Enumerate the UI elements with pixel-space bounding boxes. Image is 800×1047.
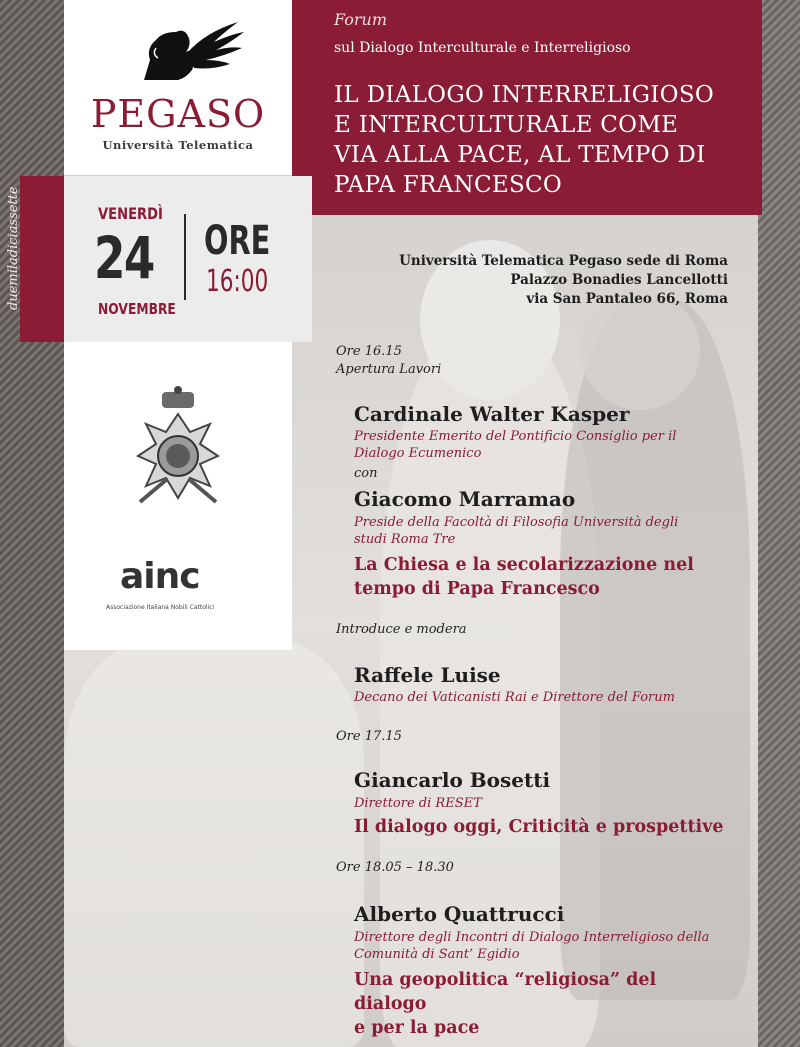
speaker-role [354, 514, 714, 548]
order-crest-icon [126, 384, 230, 514]
program-time: Ore 18.05 – 18.30 [336, 860, 454, 875]
program-time: Ore 16.15 [336, 344, 402, 359]
speaker-role [354, 929, 714, 963]
role-line: Preside della Facoltà di Filosofia Università degli [354, 515, 679, 530]
decorative-stripe-right [758, 0, 800, 1047]
role-line: Dialogo Ecumenico [354, 446, 482, 461]
ainc-logo-text: ainc [120, 556, 200, 597]
talk-line: La Chiesa e la secolarizzazione nel [354, 555, 694, 575]
title-line: VIA ALLA PACE, AL TEMPO DI [334, 142, 706, 168]
speaker-role [354, 428, 714, 462]
venue-line: Palazzo Bonadies Lancellotti [510, 272, 728, 288]
speaker-name: Giancarlo Bosetti [354, 768, 551, 792]
title-line: E INTERCULTURALE COME [334, 112, 679, 138]
title-line: PAPA FRANCESCO [334, 172, 563, 198]
weekday: VENERDÌ [98, 204, 163, 223]
day-number: 24 [94, 224, 154, 292]
pegasus-horse-icon [136, 18, 248, 88]
role-line: studi Roma Tre [354, 532, 456, 547]
talk-title [354, 968, 734, 1040]
brand-subtitle: Università Telematica [102, 138, 254, 152]
moderator-label: Introduce e modera [336, 622, 467, 637]
talk-line: tempo di Papa Francesco [354, 579, 600, 599]
start-time: 16:00 [206, 264, 269, 299]
year-strip [20, 176, 64, 342]
venue-line: via San Pantaleo 66, Roma [526, 291, 728, 307]
forum-subtitle: sul Dialogo Interculturale e Interreligioso [334, 40, 631, 56]
ore-label: ORE [204, 218, 271, 264]
speaker-role: Direttore di RESET [354, 796, 482, 811]
speaker-name: Alberto Quattrucci [354, 902, 565, 926]
ainc-subtitle: Associazione Italiana Nobili Cattolici [106, 604, 215, 611]
role-line: Direttore degli Incontri di Dialogo Interreligioso della [354, 930, 710, 945]
talk-title [354, 553, 734, 601]
month: NOVEMBRE [98, 300, 176, 318]
role-line: Presidente Emerito del Pontificio Consiglio per il [354, 429, 677, 444]
talk-title: Il dialogo oggi, Criticità e prospettive [354, 817, 724, 837]
page-title [334, 80, 744, 200]
talk-line: Una geopolitica “religiosa” del dialogo [354, 970, 657, 1014]
date-divider [184, 214, 186, 300]
role-line: Comunità di Sant’ Egidio [354, 947, 520, 962]
venue-block [399, 252, 728, 309]
talk-line: e per la pace [354, 1018, 480, 1038]
decorative-stripe-left [0, 0, 64, 1047]
date-panel [64, 176, 312, 342]
venue-line: Università Telematica Pegaso sede di Roma [399, 253, 728, 269]
opening-label: Apertura Lavori [336, 362, 442, 377]
speaker-name: Raffele Luise [354, 663, 501, 687]
ainc-logo [120, 556, 236, 600]
con-label: con [354, 466, 378, 481]
title-panel [292, 0, 762, 215]
speaker-name: Cardinale Walter Kasper [354, 402, 630, 426]
brand-name: PEGASO [90, 92, 266, 136]
logo-panel [64, 0, 292, 175]
speaker-name: Giacomo Marramao [354, 487, 576, 511]
program-time: Ore 17.15 [336, 729, 402, 744]
forum-label: Forum [334, 10, 387, 29]
title-line: IL DIALOGO INTERRELIGIOSO [334, 82, 715, 108]
speaker-role: Decano dei Vaticanisti Rai e Direttore del Forum [354, 690, 675, 705]
sponsor-column [64, 342, 292, 650]
year-text: duemiladiciassette [6, 186, 21, 310]
